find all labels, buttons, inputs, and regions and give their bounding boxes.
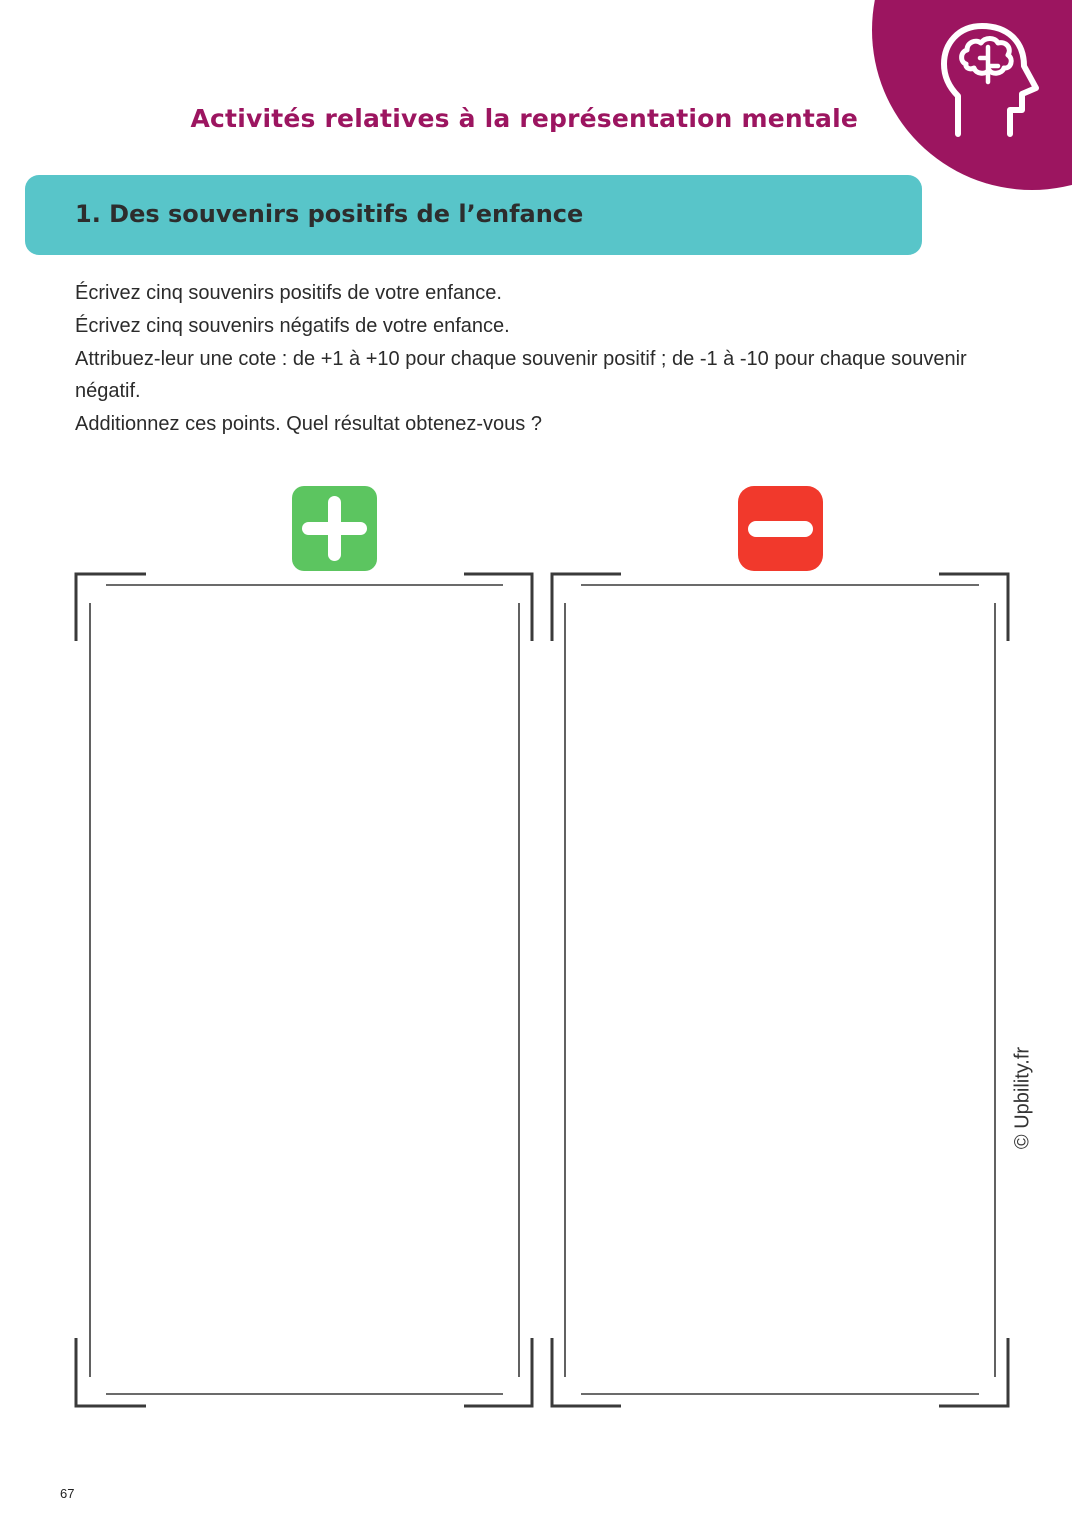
page-number: 67 <box>60 1486 75 1501</box>
instruction-line: Écrivez cinq souvenirs négatifs de votre enfance. <box>75 314 510 337</box>
copyright-notice: © Upbility.fr <box>1011 1046 1034 1150</box>
section-title: Activités relatives à la représentation mentale <box>190 104 858 133</box>
instruction-line: Attribuez-leur une cote : de +1 à +10 pour chaque souvenir positif ; de -1 à -10 pour chaque souvenir négatif. <box>75 347 967 403</box>
positive-writing-frame[interactable] <box>76 574 532 1406</box>
instruction-line: Additionnez ces points. Quel résultat obtenez-vous ? <box>75 413 542 436</box>
instruction-line: Écrivez cinq souvenirs positifs de votre enfance. <box>75 282 502 304</box>
negative-writing-frame[interactable] <box>552 574 1008 1406</box>
activity-title: 1. Des souvenirs positifs de l’enfance <box>75 200 584 228</box>
